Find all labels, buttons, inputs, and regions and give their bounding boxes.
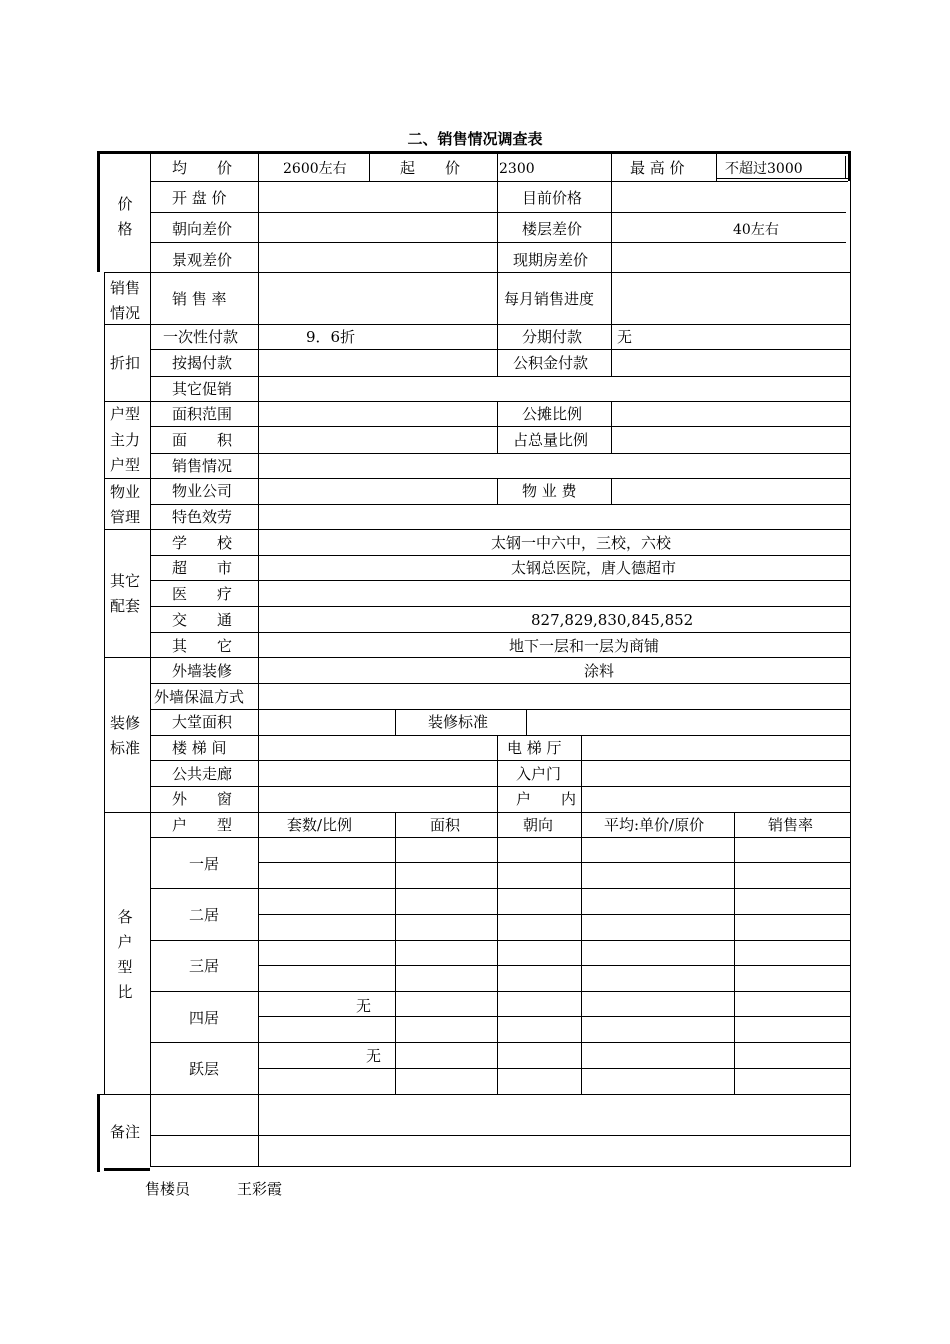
col-divider: [497, 401, 498, 453]
row-divider: [150, 735, 850, 736]
property-company-label: 物业公司: [172, 482, 233, 500]
floor-diff-value: 40左右: [733, 222, 779, 238]
facility-label: 学 校: [172, 534, 233, 552]
view-diff-label: 景观差价: [172, 251, 233, 269]
row-divider: [150, 453, 850, 454]
row-divider: [150, 837, 850, 838]
avg-price-value: 2600左右: [283, 161, 347, 177]
row-divider: [150, 181, 848, 182]
col-divider: [581, 735, 582, 812]
section-decoration: 装修标准: [110, 714, 141, 757]
col-divider: [611, 478, 612, 504]
main-area-label: 面 积: [172, 431, 233, 449]
ratio-header: 平均:单价/原价: [604, 816, 705, 834]
col-divider: [611, 181, 612, 324]
start-price-label: 起 价: [400, 159, 461, 177]
facility-value: 地下一层和一层为商铺: [509, 637, 660, 655]
row-divider: [150, 1135, 850, 1136]
row-divider: [150, 555, 850, 556]
row-divider: [150, 888, 850, 889]
row-divider: [150, 376, 850, 377]
entry-door-label: 入户门: [516, 765, 562, 783]
ratio-header: 朝向: [523, 816, 554, 834]
indoor-label: 户 内: [516, 790, 577, 808]
start-price-value: 2300: [499, 161, 535, 177]
row-divider: [104, 478, 850, 479]
row-divider: [150, 786, 850, 787]
ratio-header: 户 型: [172, 816, 233, 834]
col-divider: [497, 478, 498, 504]
col-divider: [611, 154, 612, 181]
row-divider: [150, 683, 850, 684]
section-unit-ratio: 各户型比: [117, 908, 133, 1001]
current-price-label: 目前价格: [522, 189, 583, 207]
monthly-progress-label: 每月销售进度: [504, 290, 595, 308]
row-divider: [150, 242, 846, 243]
footer-seller-name: 王彩霞: [237, 1180, 283, 1198]
other-promo-label: 其它促销: [172, 380, 233, 398]
unit-type-row: 三居: [189, 957, 220, 975]
row-divider: [258, 862, 850, 863]
col-divider: [716, 154, 717, 181]
orientation-diff-label: 朝向差价: [172, 220, 233, 238]
mortgage-label: 按揭付款: [172, 354, 233, 372]
frame-left: [97, 1094, 100, 1172]
col-divider: [497, 324, 498, 376]
col-divider: [150, 154, 151, 1166]
col-divider: [845, 156, 846, 179]
row-divider: [150, 991, 850, 992]
footer-seller-label: 售楼员: [145, 1180, 191, 1198]
frame-bottom-left: [104, 1168, 150, 1171]
unit-type-row: 四居: [189, 1009, 220, 1027]
four-room-note: 无: [356, 997, 372, 1015]
row-divider: [104, 401, 850, 402]
insulation-label: 外墙保温方式: [154, 688, 245, 706]
row-divider: [150, 212, 846, 213]
col-divider: [395, 812, 396, 1094]
installment-value: 无: [617, 328, 633, 346]
total-ratio-label: 占总量比例: [513, 431, 589, 449]
col-divider: [497, 735, 498, 812]
installment-label: 分期付款: [522, 328, 583, 346]
section-price: 价格: [117, 195, 133, 238]
col-divider: [369, 154, 370, 181]
col-divider: [611, 324, 612, 376]
special-service-label: 特色效劳: [172, 508, 233, 526]
row-divider: [150, 1042, 850, 1043]
row-divider: [104, 812, 850, 813]
row-divider: [97, 1094, 850, 1095]
col-divider: [734, 812, 735, 1094]
section-unit-type: 户型: [109, 405, 140, 423]
duplex-note: 无: [366, 1047, 382, 1065]
property-fee-label: 物 业 费: [522, 482, 577, 500]
row-divider: [150, 709, 850, 710]
max-price-value: 不超过3000: [725, 161, 803, 177]
row-divider: [150, 632, 850, 633]
facility-label: 其 它: [172, 637, 233, 655]
row-divider: [150, 940, 850, 941]
sales-rate-label: 销 售 率: [172, 290, 227, 308]
section-discount: 折扣: [109, 354, 140, 372]
row-divider: [104, 529, 850, 530]
col-divider: [497, 154, 498, 181]
exterior-value: 涂料: [584, 662, 615, 680]
remarks-label: 备注: [110, 1123, 141, 1141]
max-price-label: 最 高 价: [630, 159, 685, 177]
row-divider: [258, 1068, 850, 1069]
section-sales: 销售情况: [110, 279, 141, 322]
row-divider: [150, 760, 850, 761]
main-sales-label: 销售情况: [172, 457, 233, 475]
row-divider: [150, 426, 850, 427]
row-divider: [150, 349, 850, 350]
row-divider: [258, 914, 850, 915]
lobby-label: 大堂面积: [172, 713, 233, 731]
share-ratio-label: 公摊比例: [522, 405, 583, 423]
window-label: 外 窗: [172, 790, 233, 808]
floor-diff-label: 楼层差价: [522, 220, 583, 238]
avg-price-label: 均 价: [172, 159, 233, 177]
col-divider: [395, 709, 396, 735]
row-divider: [150, 580, 850, 581]
row-divider: [258, 1016, 850, 1017]
page-title: 二、销售情况调查表: [407, 130, 543, 148]
col-divider: [611, 401, 612, 453]
corridor-label: 公共走廊: [172, 765, 233, 783]
ratio-header: 套数/比例: [287, 816, 353, 834]
opening-price-label: 开 盘 价: [172, 189, 227, 207]
standard-label: 装修标准: [428, 713, 489, 731]
lump-sum-label: 一次性付款: [163, 328, 239, 346]
frame-bottom: [150, 1166, 851, 1167]
section-facilities: 其它配套: [110, 572, 141, 615]
facility-label: 医 疗: [172, 585, 233, 603]
area-range-label: 面积范围: [172, 405, 233, 423]
exterior-label: 外墙装修: [172, 662, 233, 680]
elevator-label: 电 梯 厅: [507, 739, 562, 757]
facility-label: 交 通: [172, 611, 233, 629]
col-divider: [581, 812, 582, 1094]
section-main-unit: 主力户型: [110, 431, 141, 474]
row-divider: [104, 324, 850, 325]
unit-type-row: 跃层: [189, 1060, 220, 1078]
row-divider: [150, 504, 850, 505]
row-divider: [104, 657, 850, 658]
lump-sum-value: 9．6折: [306, 328, 356, 346]
col-divider: [258, 154, 259, 1166]
stairs-label: 楼 梯 间: [172, 739, 227, 757]
unit-type-row: 一居: [189, 855, 220, 873]
facility-label: 超 市: [172, 559, 233, 577]
facility-value: 太钢一中六中，三校，六校: [491, 534, 672, 552]
facility-value: 太钢总医院，唐人德超市: [511, 559, 677, 577]
col-divider: [526, 709, 527, 735]
row-divider: [150, 606, 850, 607]
section-property: 物业管理: [110, 483, 141, 526]
frame-right: [848, 151, 851, 181]
col-divider: [497, 812, 498, 1094]
frame-top: [97, 151, 851, 154]
ready-diff-label: 现期房差价: [513, 251, 589, 269]
row-divider: [258, 965, 850, 966]
col-divider: [497, 181, 498, 324]
frame-right-thin: [850, 181, 851, 1166]
ratio-header: 面积: [430, 816, 461, 834]
row-divider: [104, 272, 850, 273]
ratio-header: 销售率: [768, 816, 814, 834]
unit-type-row: 二居: [189, 906, 220, 924]
fund-payment-label: 公积金付款: [513, 354, 589, 372]
facility-value: 827,829,830,845,852: [531, 611, 694, 629]
